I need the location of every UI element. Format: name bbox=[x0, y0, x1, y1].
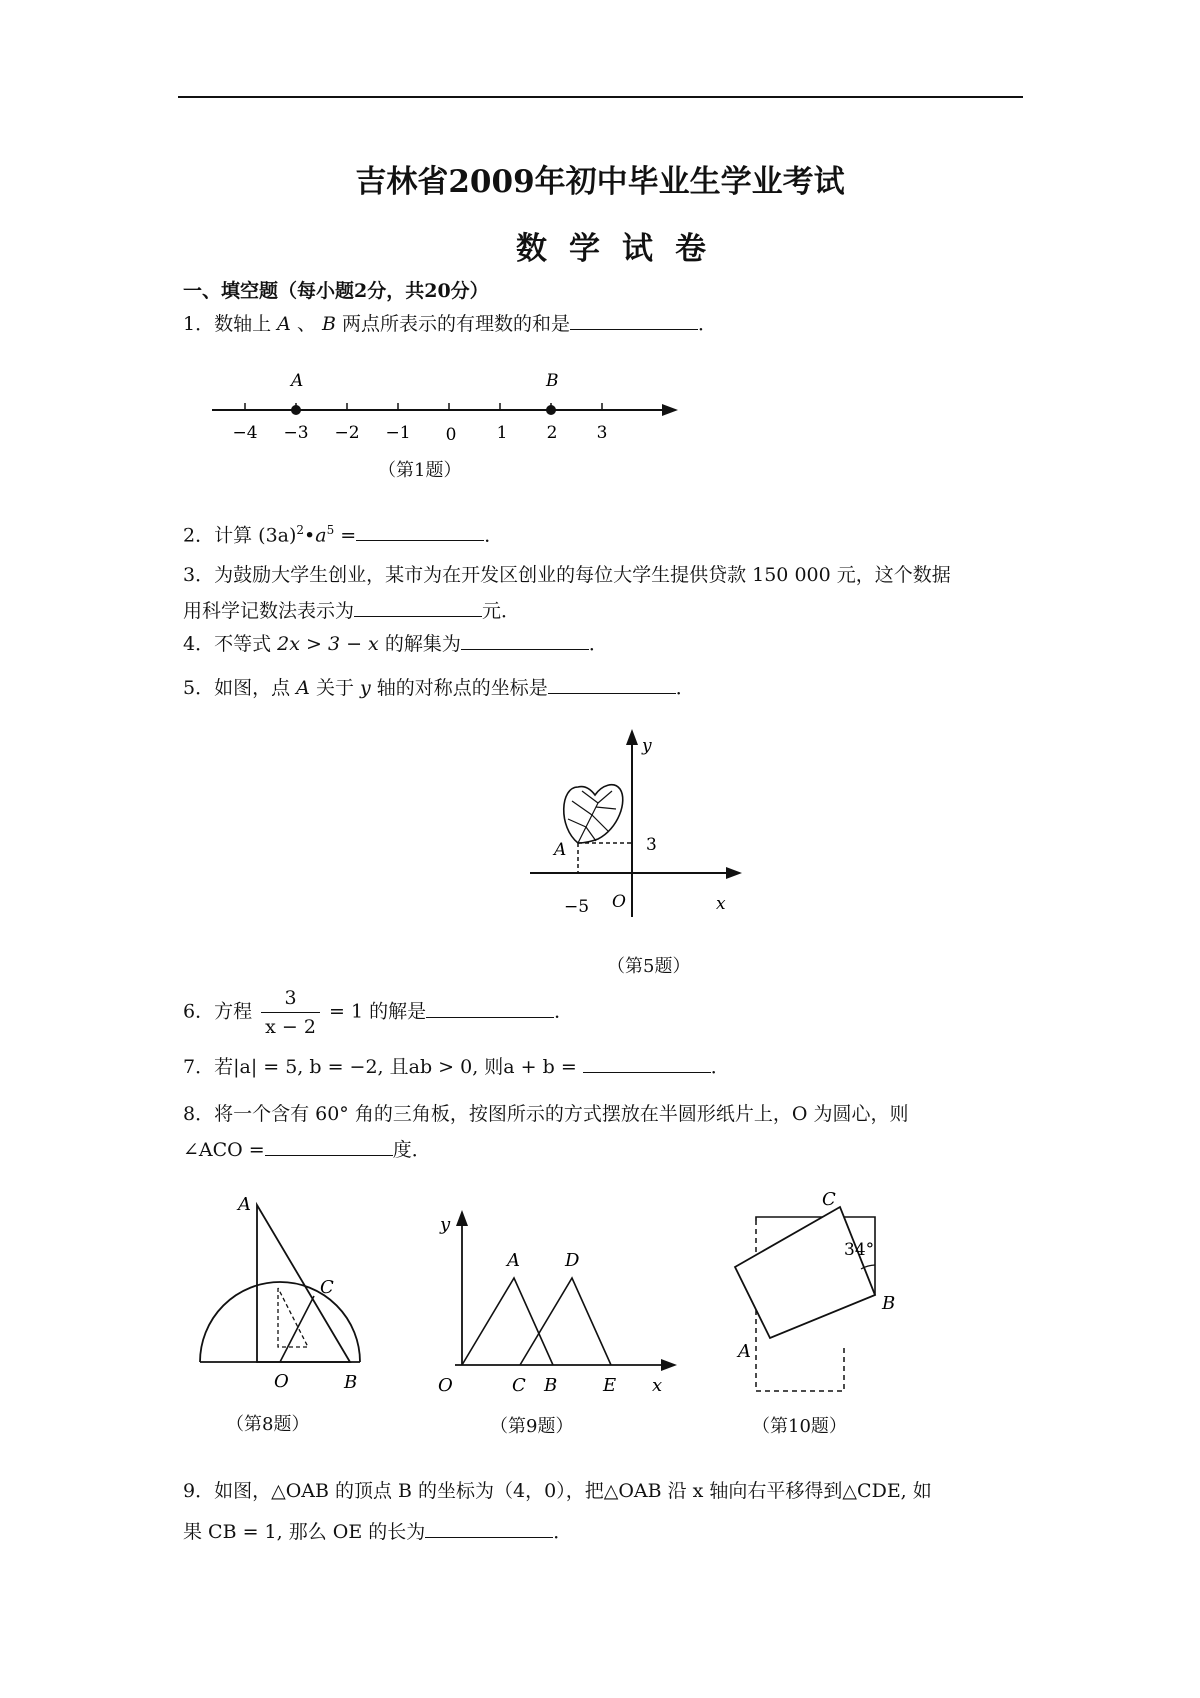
label-b: B bbox=[344, 1372, 358, 1390]
tick-label-0: 0 bbox=[445, 425, 457, 445]
tick-label-neg1: −1 bbox=[385, 423, 411, 443]
section-1-heading: 一、填空题（每小题2分，共20分） bbox=[183, 280, 489, 302]
q1-var-b: B bbox=[322, 313, 336, 335]
tick-label-2: 2 bbox=[546, 423, 558, 443]
label-c: C bbox=[822, 1189, 836, 1210]
label-a: A bbox=[507, 1250, 520, 1271]
q4-text-post: 的解集为 bbox=[384, 633, 461, 655]
q1-answer-blank[interactable] bbox=[570, 309, 698, 330]
q6-numerator: 3 bbox=[261, 984, 320, 1013]
q9-end: ． bbox=[553, 1521, 573, 1543]
q1-number-line-figure bbox=[200, 370, 680, 450]
label-o: O bbox=[438, 1375, 453, 1395]
question-9-line-2 bbox=[183, 1517, 572, 1545]
q9-figure bbox=[425, 1200, 680, 1395]
q4-end: ． bbox=[588, 633, 608, 655]
x-axis-arrow bbox=[661, 1359, 677, 1371]
leaf-vein bbox=[572, 801, 592, 815]
q8-number: 8． bbox=[183, 1103, 215, 1125]
label-x: x bbox=[716, 894, 726, 914]
q8-figure bbox=[190, 1190, 370, 1390]
point-b bbox=[546, 405, 556, 415]
q3-line-1: 为鼓励大学生创业，某市为在开发区创业的每位大学生提供贷款 150 000 元，这个数据 bbox=[214, 564, 951, 586]
q8-answer-blank[interactable] bbox=[265, 1135, 393, 1156]
q3-line-2-pre: 用科学记数法表示为 bbox=[183, 600, 355, 622]
q9-line-1: 如图，△OAB 的顶点 B 的坐标为（4，0），把△OAB 沿 x 轴向右平移得到△CDE, 如 bbox=[214, 1480, 932, 1502]
y-axis-arrow bbox=[456, 1210, 468, 1226]
q6-answer-blank[interactable] bbox=[426, 997, 554, 1018]
q1-caption: （第1题） bbox=[378, 460, 462, 481]
q6-number: 6． bbox=[183, 1000, 215, 1023]
q1-number: 1． bbox=[183, 313, 215, 335]
label-o: O bbox=[612, 892, 626, 912]
question-3-line-2 bbox=[183, 596, 520, 624]
q6-end: ． bbox=[554, 1000, 574, 1023]
segment-oc bbox=[280, 1296, 314, 1362]
leaf-vein bbox=[582, 791, 598, 803]
q7-number: 7． bbox=[183, 1056, 215, 1078]
question-6 bbox=[183, 984, 573, 1041]
q9-caption: （第9题） bbox=[490, 1416, 574, 1437]
label-c: C bbox=[320, 1277, 334, 1298]
q9-number: 9． bbox=[183, 1480, 215, 1502]
label-a: A bbox=[238, 1194, 251, 1215]
q6-denominator: x − 2 bbox=[265, 1016, 316, 1038]
label-y: y bbox=[642, 736, 652, 756]
leaf-vein bbox=[592, 815, 608, 831]
leaf-vein bbox=[598, 791, 612, 803]
q1-text-a: 数轴上 bbox=[214, 313, 272, 335]
q4-text-pre: 不等式 bbox=[214, 633, 272, 655]
label-3: 3 bbox=[646, 835, 657, 855]
question-8-line-1 bbox=[183, 1101, 908, 1127]
label-a: A bbox=[738, 1341, 751, 1362]
q2-number: 2． bbox=[183, 524, 215, 547]
q8-line-2-pre: ∠ACO = bbox=[183, 1139, 265, 1161]
q7-answer-blank[interactable] bbox=[583, 1052, 711, 1073]
q10-figure bbox=[710, 1185, 910, 1405]
q9-answer-blank[interactable] bbox=[425, 1517, 553, 1538]
label-a: A bbox=[291, 371, 304, 391]
q5-text-pre: 如图，点 bbox=[214, 677, 291, 699]
q2-exponent: 2 bbox=[296, 523, 305, 537]
q2-dot: • bbox=[304, 524, 316, 547]
question-7 bbox=[183, 1052, 730, 1080]
q1-var-a: A bbox=[277, 313, 291, 335]
tick-label-3: 3 bbox=[596, 423, 608, 443]
q1-end: ． bbox=[698, 313, 718, 335]
q8-line-2-post: 度． bbox=[392, 1139, 431, 1161]
q2-exponent-2: 5 bbox=[326, 523, 335, 537]
q4-number: 4． bbox=[183, 633, 215, 655]
label-e: E bbox=[603, 1375, 617, 1395]
q5-figure bbox=[520, 725, 750, 925]
question-1 bbox=[183, 309, 717, 337]
tick-label-neg4: −4 bbox=[232, 423, 258, 443]
question-2 bbox=[183, 517, 503, 548]
question-4 bbox=[183, 629, 608, 657]
q6-fraction bbox=[261, 984, 320, 1041]
label-b: B bbox=[544, 1375, 558, 1395]
semicircle-arc bbox=[200, 1282, 360, 1362]
question-5 bbox=[183, 673, 695, 701]
q5-end: ． bbox=[675, 677, 695, 699]
q5-text-mid: 关于 bbox=[315, 677, 354, 699]
q9-line-2-pre: 果 CB = 1, 那么 OE 的长为 bbox=[183, 1521, 426, 1543]
label-o: O bbox=[274, 1371, 289, 1390]
q2-base: (3a) bbox=[258, 524, 297, 547]
q3-number: 3． bbox=[183, 564, 215, 586]
q2-equals: = bbox=[334, 524, 357, 547]
q7-text: 若|a| = 5, b = −2, 且ab > 0, 则a + b = bbox=[214, 1056, 577, 1078]
tick-label-neg2: −2 bbox=[334, 423, 360, 443]
q5-answer-blank[interactable] bbox=[548, 673, 676, 694]
q5-caption: （第5题） bbox=[607, 956, 691, 977]
triangle-oab bbox=[462, 1278, 553, 1365]
q8-line-1: 将一个含有 60° 角的三角板，按图所示的方式摆放在半圆形纸片上，O 为圆心，则 bbox=[214, 1103, 909, 1125]
point-a bbox=[291, 405, 301, 415]
leaf-vein bbox=[568, 819, 586, 827]
q8-caption: （第8题） bbox=[226, 1414, 310, 1435]
q5-var-y: y bbox=[360, 677, 371, 699]
exam-title: 吉林省2009年初中毕业生学业考试 bbox=[355, 164, 845, 200]
q5-number: 5． bbox=[183, 677, 215, 699]
label-x: x bbox=[652, 1375, 663, 1395]
q6-text-post: 的解是 bbox=[369, 1000, 427, 1023]
y-axis-arrow bbox=[626, 729, 638, 745]
label-neg5: −5 bbox=[564, 897, 590, 917]
question-3-line-1 bbox=[183, 562, 951, 588]
q4-inequality: 2x > 3 − x bbox=[277, 633, 379, 655]
q6-equals: = 1 bbox=[329, 1000, 364, 1023]
q4-answer-blank[interactable] bbox=[461, 629, 589, 650]
q2-var-a: a bbox=[315, 524, 327, 547]
q2-answer-blank[interactable] bbox=[356, 520, 484, 541]
q5-var-a: A bbox=[296, 677, 310, 699]
q3-line-2-post: 元． bbox=[482, 600, 521, 622]
question-8-line-2 bbox=[183, 1135, 431, 1163]
label-y: y bbox=[440, 1214, 451, 1235]
q6-text-pre: 方程 bbox=[214, 1000, 253, 1023]
q2-text: 计算 bbox=[214, 524, 253, 547]
leaf-vein bbox=[586, 827, 596, 841]
header-rule bbox=[178, 96, 1023, 98]
x-axis-arrow bbox=[726, 867, 742, 879]
q7-end: ． bbox=[710, 1056, 730, 1078]
q3-answer-blank[interactable] bbox=[354, 596, 482, 617]
q2-end: ． bbox=[484, 524, 504, 547]
tick-label-1: 1 bbox=[496, 423, 508, 443]
q1-separator: 、 bbox=[296, 313, 316, 335]
label-a: A bbox=[554, 840, 567, 860]
rotated-rectangle bbox=[735, 1207, 875, 1338]
leaf-shape bbox=[564, 785, 623, 843]
q10-caption: （第10题） bbox=[752, 1416, 847, 1437]
leaf-vein bbox=[596, 807, 616, 809]
label-b: B bbox=[546, 371, 559, 391]
label-b: B bbox=[882, 1293, 896, 1314]
exam-subtitle: 数学试卷 bbox=[516, 231, 728, 267]
label-angle-34: 34° bbox=[844, 1240, 875, 1260]
q5-text-post: 轴的对称点的坐标是 bbox=[376, 677, 548, 699]
question-9-line-1 bbox=[183, 1478, 932, 1504]
q1-text-b: 两点所表示的有理数的和是 bbox=[342, 313, 571, 335]
number-line-arrow bbox=[662, 404, 678, 416]
tick-label-neg3: −3 bbox=[283, 423, 309, 443]
label-c: C bbox=[512, 1375, 526, 1395]
label-d: D bbox=[565, 1250, 580, 1271]
leaf-vein bbox=[578, 803, 598, 843]
